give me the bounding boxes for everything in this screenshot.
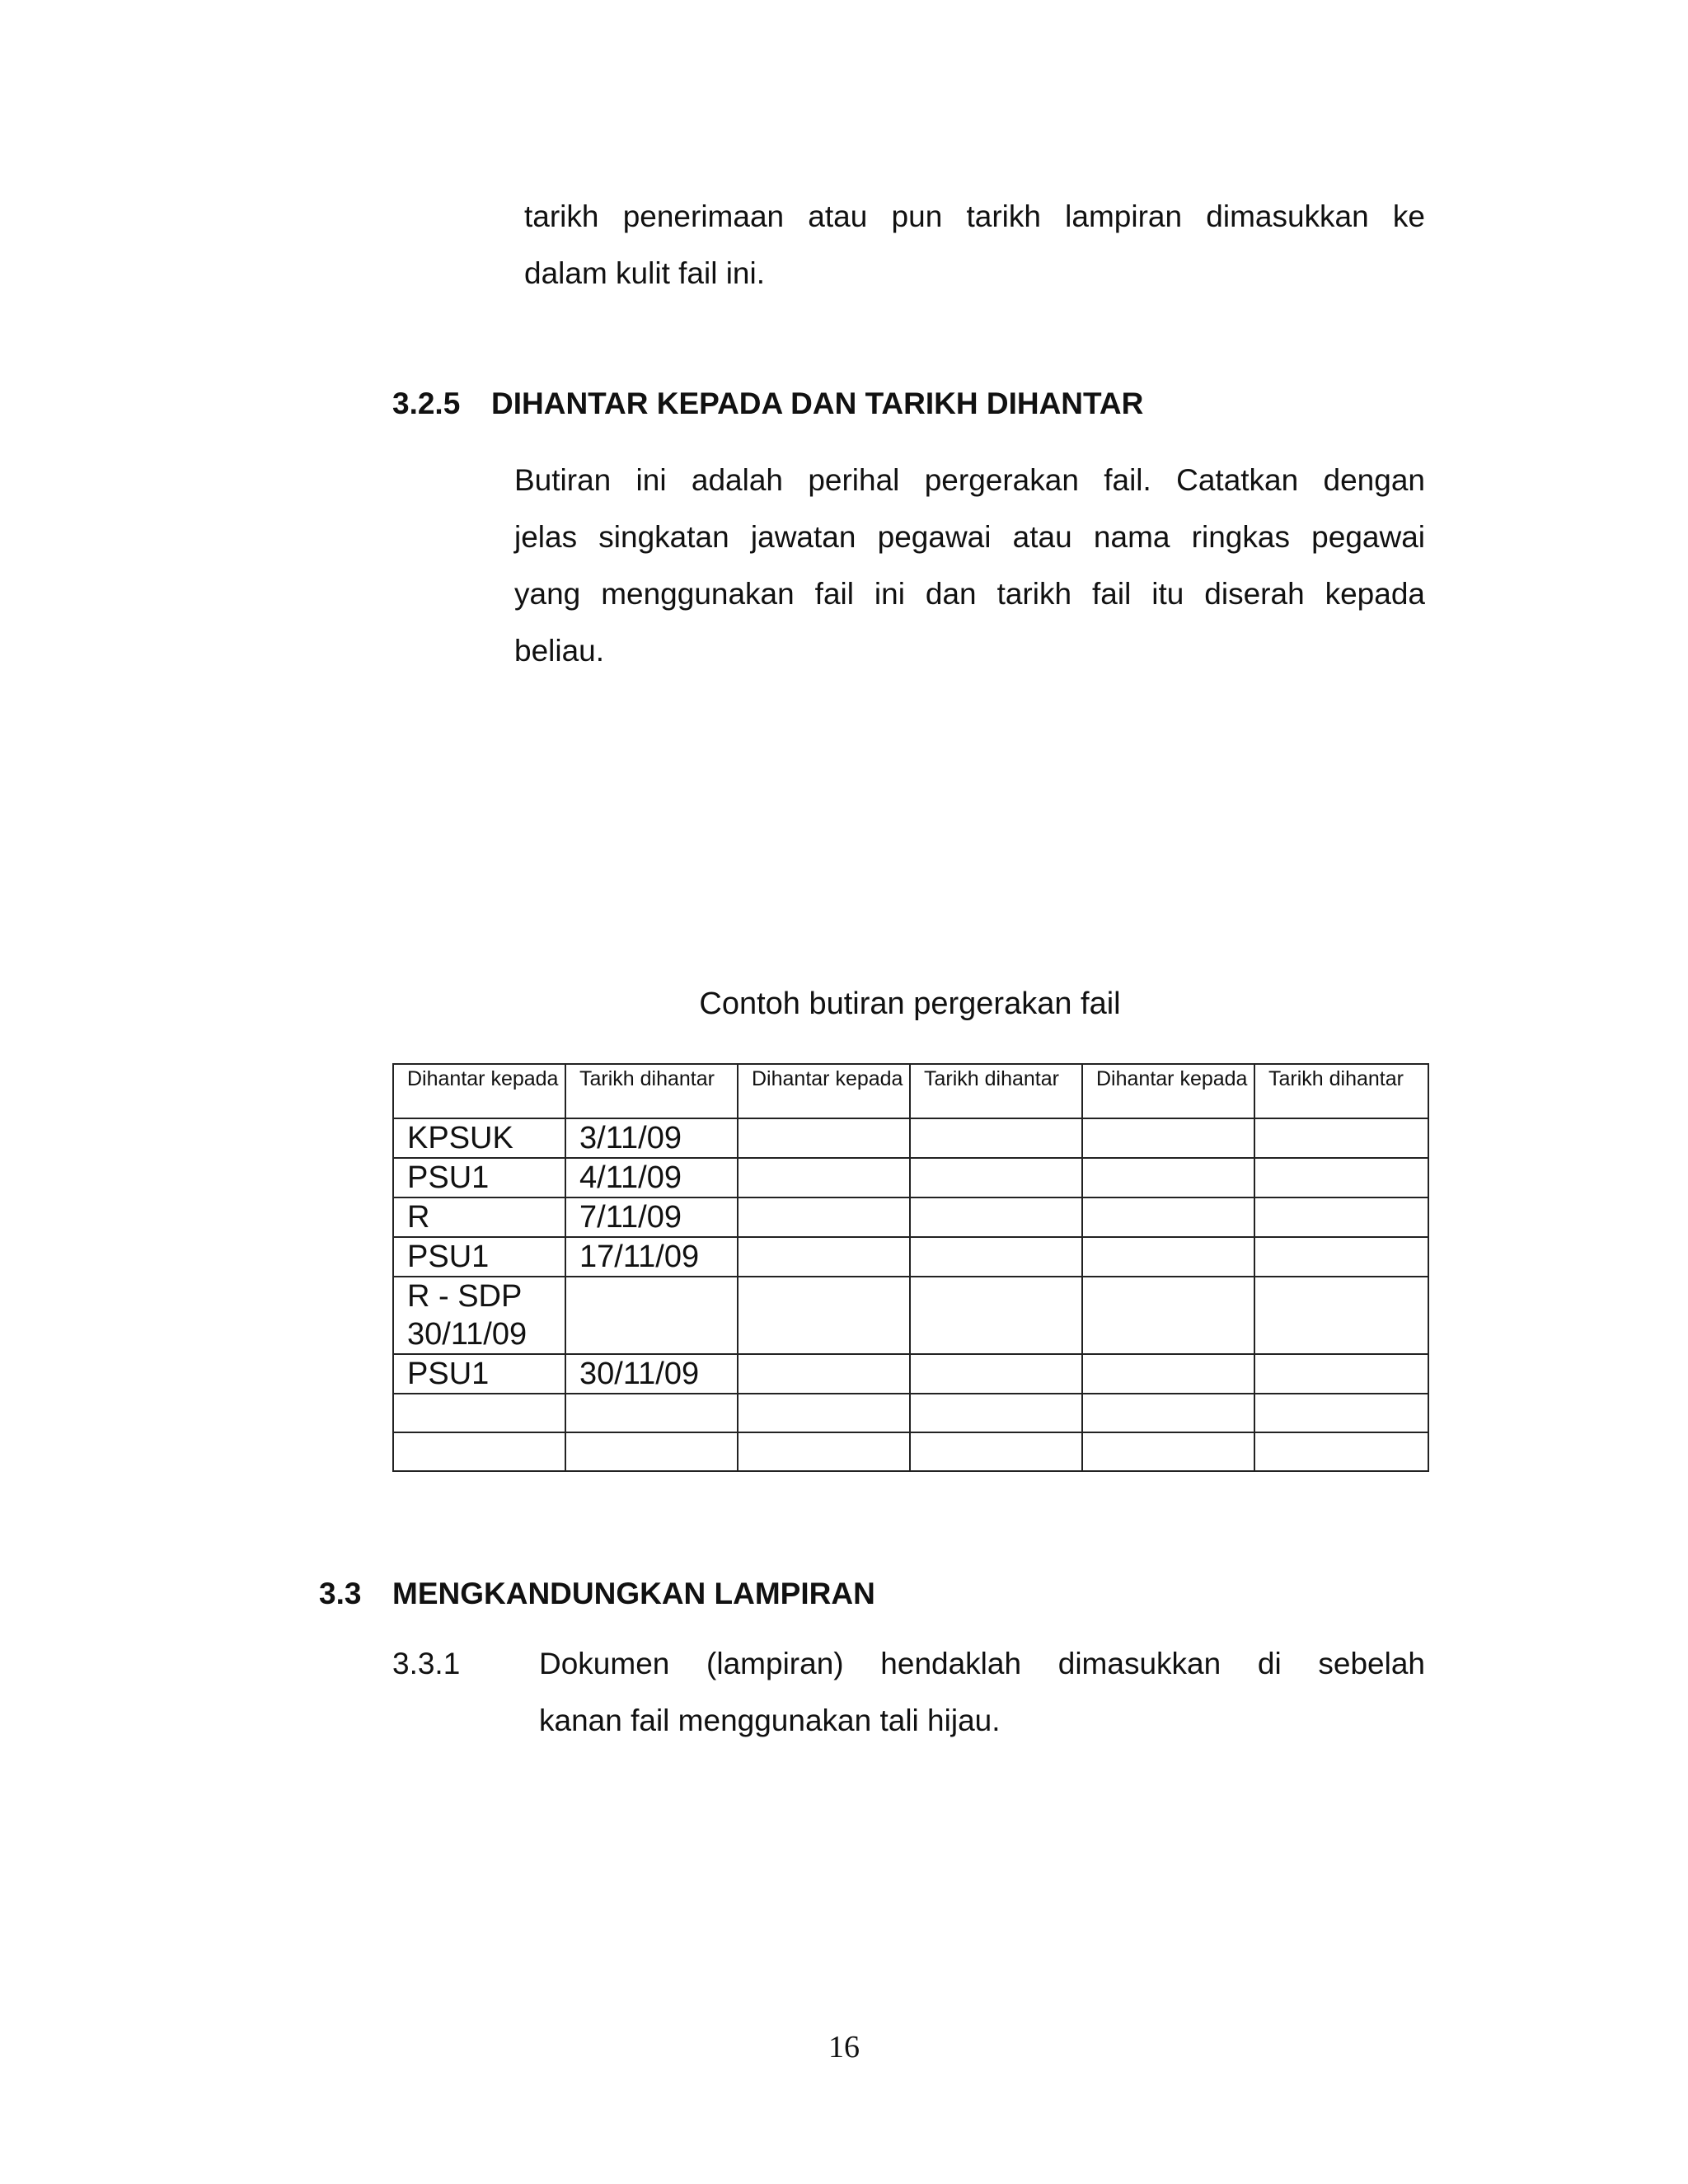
section-331-number: 3.3.1 xyxy=(392,1647,461,1680)
table-row xyxy=(393,1197,1428,1237)
table-cell xyxy=(1082,1237,1254,1277)
table-cell: KPSUK xyxy=(393,1118,565,1158)
table-row xyxy=(393,1158,1428,1197)
table-cell xyxy=(1082,1158,1254,1197)
table-cell xyxy=(910,1158,1082,1197)
table-cell xyxy=(393,1394,565,1432)
page-number: 16 xyxy=(828,2030,860,2064)
table-cell xyxy=(565,1277,738,1354)
table-cell: 17/11/09 xyxy=(565,1237,738,1277)
table-cell xyxy=(1082,1354,1254,1394)
table-cell xyxy=(738,1158,910,1197)
table-cell xyxy=(910,1277,1082,1354)
movement-table xyxy=(392,1063,1429,1472)
table-cell: R - SDP 30/11/09 xyxy=(393,1277,565,1354)
table-cell xyxy=(738,1432,910,1471)
table-cell: R xyxy=(393,1197,565,1237)
table-cell xyxy=(910,1354,1082,1394)
table-cell xyxy=(910,1237,1082,1277)
table-cell xyxy=(565,1432,738,1471)
table-cell xyxy=(738,1197,910,1237)
table-cell xyxy=(738,1118,910,1158)
table-row xyxy=(393,1118,1428,1158)
section-33-title: MENGKANDUNGKAN LAMPIRAN xyxy=(392,1577,875,1610)
table-cell xyxy=(1082,1118,1254,1158)
table-cell xyxy=(393,1432,565,1471)
section-325-body-line: yang menggunakan fail ini dan tarikh fail itu diserah kepada xyxy=(514,577,1425,611)
table-row xyxy=(393,1432,1428,1471)
table-cell xyxy=(910,1432,1082,1471)
table-header-cell: Tarikh dihantar xyxy=(910,1064,1082,1118)
table-caption: Contoh butiran pergerakan fail xyxy=(699,987,1121,1021)
section-325-number: 3.2.5 xyxy=(392,387,461,420)
table-cell xyxy=(1254,1118,1428,1158)
table-cell xyxy=(910,1394,1082,1432)
section-331-body-line: Dokumen (lampiran) hendaklah dimasukkan di sebelah xyxy=(539,1647,1425,1680)
section-325-body-line: jelas singkatan jawatan pegawai atau nama ringkas pegawai xyxy=(514,520,1425,554)
section-325-body-line: beliau. xyxy=(514,634,605,668)
section-325-title: DIHANTAR KEPADA DAN TARIKH DIHANTAR xyxy=(491,387,1144,420)
table-cell: PSU1 xyxy=(393,1237,565,1277)
section-325-body-line: Butiran ini adalah perihal pergerakan fail. Catatkan dengan xyxy=(514,463,1425,497)
section-331-body-line: kanan fail menggunakan tali hijau. xyxy=(539,1704,1001,1737)
table-row xyxy=(393,1277,1428,1354)
table-cell xyxy=(910,1118,1082,1158)
table-header-cell: Tarikh dihantar xyxy=(565,1064,738,1118)
table-cell xyxy=(1082,1277,1254,1354)
table-cell: 30/11/09 xyxy=(565,1354,738,1394)
table-cell xyxy=(1254,1197,1428,1237)
intro-line: tarikh penerimaan atau pun tarikh lampiran dimasukkan ke xyxy=(524,199,1425,233)
section-325-heading xyxy=(392,386,1143,422)
section-331-body xyxy=(539,1635,1425,1749)
table-header-cell: Dihantar kepada xyxy=(738,1064,910,1118)
table-header-row xyxy=(393,1064,1428,1118)
table-cell: 7/11/09 xyxy=(565,1197,738,1237)
table-cell: PSU1 xyxy=(393,1158,565,1197)
section-33-heading xyxy=(319,1576,875,1612)
table-header-cell: Dihantar kepada xyxy=(1082,1064,1254,1118)
table-cell xyxy=(1254,1432,1428,1471)
table-cell xyxy=(1254,1277,1428,1354)
table-cell xyxy=(565,1394,738,1432)
table-cell xyxy=(738,1237,910,1277)
section-325-body xyxy=(514,452,1425,679)
table-cell xyxy=(1254,1354,1428,1394)
table-cell xyxy=(1082,1432,1254,1471)
table-cell: 4/11/09 xyxy=(565,1158,738,1197)
table-cell xyxy=(1254,1394,1428,1432)
table-cell xyxy=(738,1354,910,1394)
section-33-number: 3.3 xyxy=(319,1577,362,1610)
table-row xyxy=(393,1237,1428,1277)
intro-paragraph xyxy=(524,188,1425,302)
table-cell xyxy=(738,1394,910,1432)
intro-line: dalam kulit fail ini. xyxy=(524,256,766,290)
table-cell xyxy=(1254,1158,1428,1197)
table-header-cell: Tarikh dihantar xyxy=(1254,1064,1428,1118)
table-cell xyxy=(1082,1197,1254,1237)
table-header-cell: Dihantar kepada xyxy=(393,1064,565,1118)
table-cell xyxy=(910,1197,1082,1237)
table-cell xyxy=(738,1277,910,1354)
table-cell: 3/11/09 xyxy=(565,1118,738,1158)
table-cell xyxy=(1254,1237,1428,1277)
table-row xyxy=(393,1354,1428,1394)
table-cell xyxy=(1082,1394,1254,1432)
table-row xyxy=(393,1394,1428,1432)
table-cell: PSU1 xyxy=(393,1354,565,1394)
